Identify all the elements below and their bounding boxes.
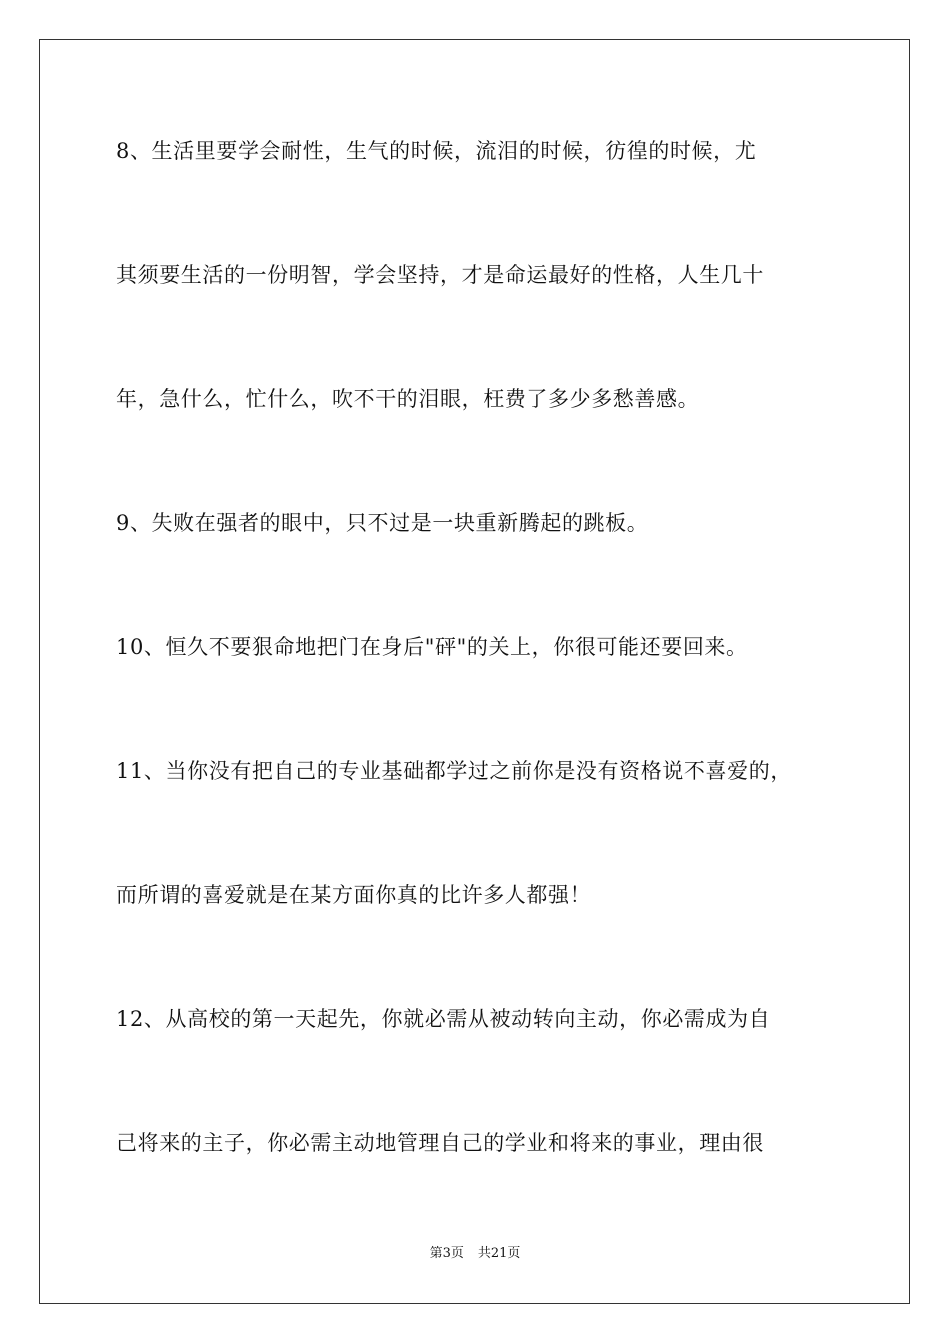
text-line-9: 己将来的主子，你必需主动地管理自己的学业和将来的事业，理由很 xyxy=(116,1131,764,1155)
text-line-5: 10、恒久不要狠命地把门在身后"砰"的关上，你很可能还要回来。 xyxy=(116,635,748,659)
text-line-1: 8、生活里要学会耐性，生气的时候，流泪的时候，彷徨的时候，尤 xyxy=(116,139,757,163)
page-number: 第3页 xyxy=(429,1246,464,1261)
text-line-2: 其须要生活的一份明智，学会坚持，才是命运最好的性格，人生几十 xyxy=(116,263,764,287)
page-footer xyxy=(0,1245,950,1263)
text-line-6: 11、当你没有把自己的专业基础都学过之前你是没有资格说不喜爱的， xyxy=(116,759,792,783)
page-border xyxy=(39,39,910,1304)
text-line-4: 9、失败在强者的眼中，只不过是一块重新腾起的跳板。 xyxy=(116,511,649,535)
text-line-7: 而所谓的喜爱就是在某方面你真的比许多人都强！ xyxy=(116,883,592,907)
text-line-8: 12、从高校的第一天起先，你就必需从被动转向主动，你必需成为自 xyxy=(116,1007,771,1031)
text-line-3: 年，急什么，忙什么，吹不干的泪眼，枉费了多少多愁善感。 xyxy=(116,387,700,411)
total-pages: 共21页 xyxy=(477,1246,521,1261)
